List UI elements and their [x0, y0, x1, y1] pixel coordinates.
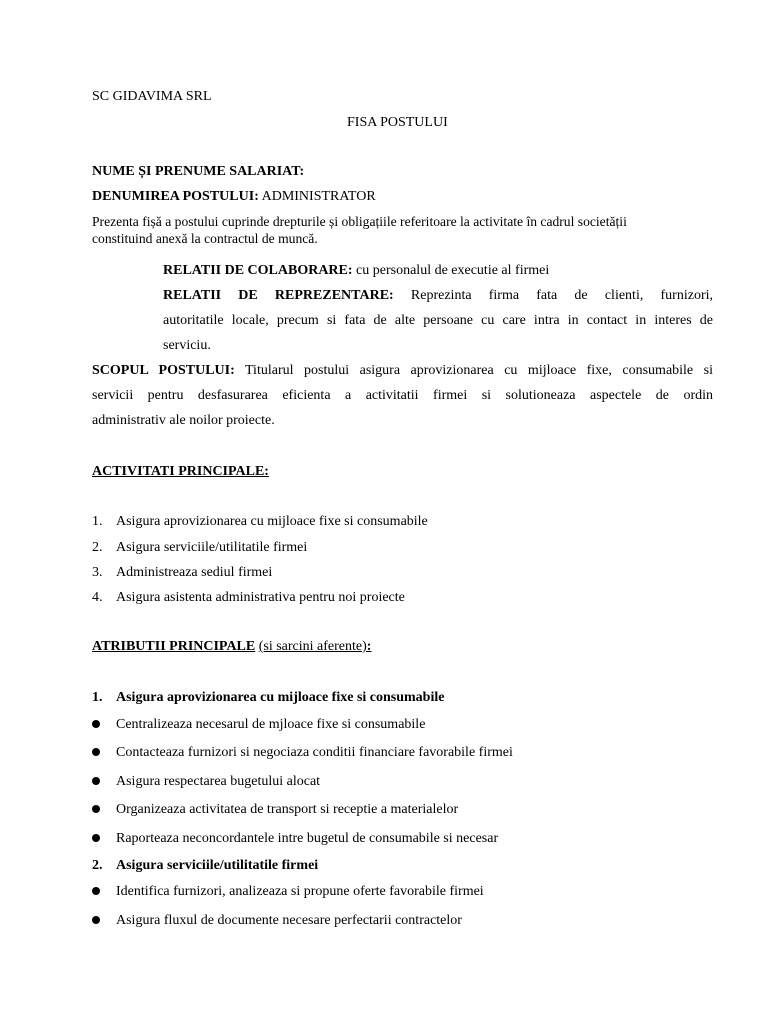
position-value: ADMINISTRATOR — [261, 189, 376, 204]
intro-line-2: constituind anexă la contractul de muncă. — [92, 231, 318, 246]
bullet-icon — [92, 748, 100, 756]
duty-bullet-text: Organizeaza activitatea de transport si receptie a materialelor — [116, 802, 459, 817]
duty-section-title: Asigura serviciile/utilitatile firmei — [116, 858, 319, 873]
duties-heading-main: ATRIBUTII PRINCIPALE — [92, 639, 256, 654]
scope-text-1: Titularul postului asigura aprovizionarea cu mijloace fixe, consumabile si — [245, 363, 713, 378]
duty-bullet-text: Identifica furnizori, analizeaza si propune oferte favorabile firmei — [116, 884, 484, 899]
activity-text: Asigura aprovizionarea cu mijloace fixe si consumabile — [116, 514, 428, 529]
scope-line-3: administrativ ale noilor proiecte. — [92, 413, 275, 428]
duties-heading — [92, 640, 371, 654]
activity-text: Asigura asistenta administrativa pentru noi proiecte — [116, 590, 405, 605]
employee-name-label: NUME ȘI PRENUME SALARIAT: — [92, 164, 305, 179]
duties-heading-sub: (si sarcini aferente) — [258, 639, 367, 654]
activity-number: 1. — [92, 514, 103, 529]
bullet-icon — [92, 916, 100, 924]
duty-section-title: Asigura aprovizionarea cu mijloace fixe si consumabile — [116, 690, 445, 705]
duty-bullet-text: Asigura respectarea bugetului alocat — [116, 774, 321, 789]
collaboration-row — [163, 264, 549, 278]
bullet-icon — [92, 805, 100, 813]
bullet-icon — [92, 834, 100, 842]
activity-number: 3. — [92, 565, 103, 580]
activity-number: 4. — [92, 590, 103, 605]
representation-label: RELATII DE REPREZENTARE: — [163, 288, 394, 303]
duty-section-number: 1. — [92, 690, 103, 705]
collaboration-text: cu personalul de executie al firmei — [356, 263, 550, 278]
representation-text-2: autoritatile locale, precum si fata de alte persoane cu care intra in contact in interes de — [163, 313, 713, 328]
representation-line-3: serviciu. — [163, 338, 211, 353]
scope-line-1 — [92, 364, 713, 378]
representation-line-1 — [163, 289, 713, 303]
duty-bullet-text: Centralizeaza necesarul de mjloace fixe si consumabile — [116, 717, 426, 732]
company-name: SC GIDAVIMA SRL — [92, 89, 212, 104]
intro-line-1: Prezenta fișă a postului cuprinde drepturile și obligațiile referitoare la activitate în cadrul societății — [92, 214, 627, 229]
duty-bullet-text: Asigura fluxul de documente necesare perfectarii contractelor — [116, 913, 462, 928]
activities-heading: ACTIVITATI PRINCIPALE: — [92, 464, 269, 479]
duty-bullet-text: Raporteaza neconcordantele intre bugetul de consumabile si necesar — [116, 831, 499, 846]
activity-text: Asigura serviciile/utilitatile firmei — [116, 540, 308, 555]
representation-text-1: Reprezinta firma fata de clienti, furnizori, — [410, 288, 714, 303]
document-title: FISA POSTULUI — [347, 115, 448, 130]
bullet-icon — [92, 777, 100, 785]
duty-section-number: 2. — [92, 858, 103, 873]
scope-label: SCOPUL POSTULUI: — [92, 363, 235, 378]
scope-text-2: servicii pentru desfasurarea eficienta a activitatii firmei si solutioneaza aspectele de ordin — [92, 388, 713, 403]
representation-line-2 — [163, 314, 713, 328]
position-label: DENUMIREA POSTULUI: — [92, 189, 259, 204]
position-row — [92, 190, 376, 204]
activity-text: Administreaza sediul firmei — [116, 565, 273, 580]
bullet-icon — [92, 720, 100, 728]
duty-bullet-text: Contacteaza furnizori si negociaza conditii financiare favorabile firmei — [116, 745, 513, 760]
scope-line-2 — [92, 389, 713, 403]
activity-number: 2. — [92, 540, 103, 555]
duties-heading-colon: : — [366, 639, 372, 654]
bullet-icon — [92, 887, 100, 895]
collaboration-label: RELATII DE COLABORARE: — [163, 263, 353, 278]
